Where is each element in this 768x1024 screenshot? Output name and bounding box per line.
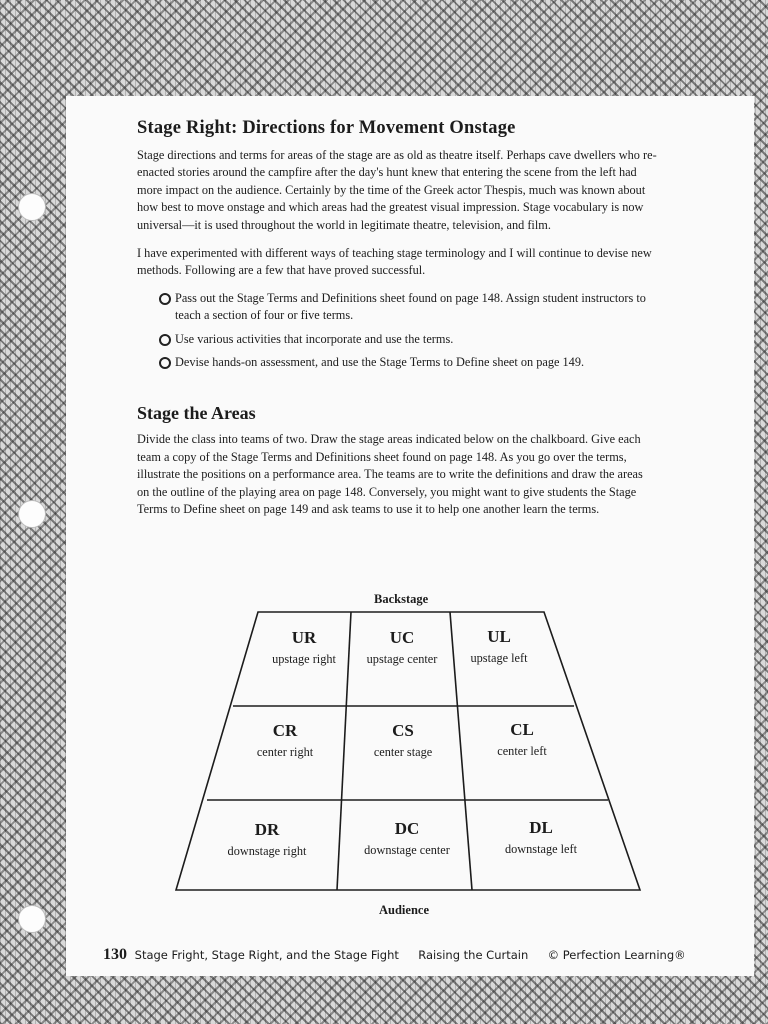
list-item: Devise hands-on assessment, and use the Stage Terms to Define sheet on page 149. (159, 354, 657, 371)
stage-cell-dc: DC downstage center (364, 819, 450, 857)
circle-bullet-icon (159, 293, 171, 305)
binder-hole (18, 193, 46, 221)
circle-bullet-icon (159, 357, 171, 369)
list-item: Pass out the Stage Terms and Definitions sheet found on page 148. Assign student instructors to teach a section of four or five terms. (159, 290, 657, 325)
stage-cell-cs: CS center stage (373, 721, 433, 759)
intro-paragraph: Stage directions and terms for areas of the stage are as old as theatre itself. Perhaps cave dwellers who re-enacted stories around the campfire after the day's hunt knew that entering the scene from the left had more impact on the audience. Certainly by the time of the Greek actor Thespis, much was known about how best to move onstage and which areas had the greatest visual impression. Stage vocabulary is now universal—it is used throughout the world in legitimate theatre, television, and film. (137, 148, 657, 232)
publisher-credit: © Perfection Learning® (547, 948, 686, 962)
circle-bullet-icon (159, 334, 171, 346)
audience-label: Audience (379, 903, 429, 917)
chapter-title: Raising the Curtain (418, 948, 529, 962)
page-number: 130 (103, 946, 127, 963)
method-list (159, 290, 657, 372)
stage-cell-dl: DL downstage left (504, 818, 578, 856)
section-title: Stage Right: Directions for Movement Onstage (137, 118, 516, 138)
list-item: Use various activities that incorporate and use the terms. (159, 331, 657, 348)
book-title: Stage Fright, Stage Right, and the Stage Fight (134, 948, 399, 962)
stage-cell-uc: UC upstage center (366, 628, 438, 666)
article-content (137, 118, 657, 519)
binder-hole (18, 500, 46, 528)
stage-areas-section (137, 403, 657, 518)
stage-cell-cl: CL center left (497, 720, 547, 758)
backstage-label: Backstage (374, 592, 429, 606)
page-footer (103, 946, 686, 964)
stage-cell-ul: UL upstage left (470, 627, 528, 665)
binder-hole (18, 905, 46, 933)
section-title: Stage the Areas (137, 403, 256, 424)
method-paragraph: I have experimented with different ways of teaching stage terminology and I will continue to devise new methods. Following are a few that have proved successful. (137, 246, 652, 278)
stage-cell-dr: DR downstage right (227, 820, 307, 858)
stage-cell-ur: UR upstage right (272, 628, 336, 666)
stage-areas-diagram (170, 590, 650, 930)
stage-cell-cr: CR center right (256, 721, 314, 759)
activity-paragraph: Divide the class into teams of two. Draw the stage areas indicated below on the chalkboard. Give each team a copy of the Stage Terms and Definitions sheet found on page 148. As you go over the terms, illustrate the positions on a performance area. The teams are to write the definitions and draw the areas on the outline of the playing area on page 148. Conversely, you might want to give students the Stage Terms to Define sheet on page 149 and ask teams to use it to help one another learn the terms. (137, 432, 643, 517)
